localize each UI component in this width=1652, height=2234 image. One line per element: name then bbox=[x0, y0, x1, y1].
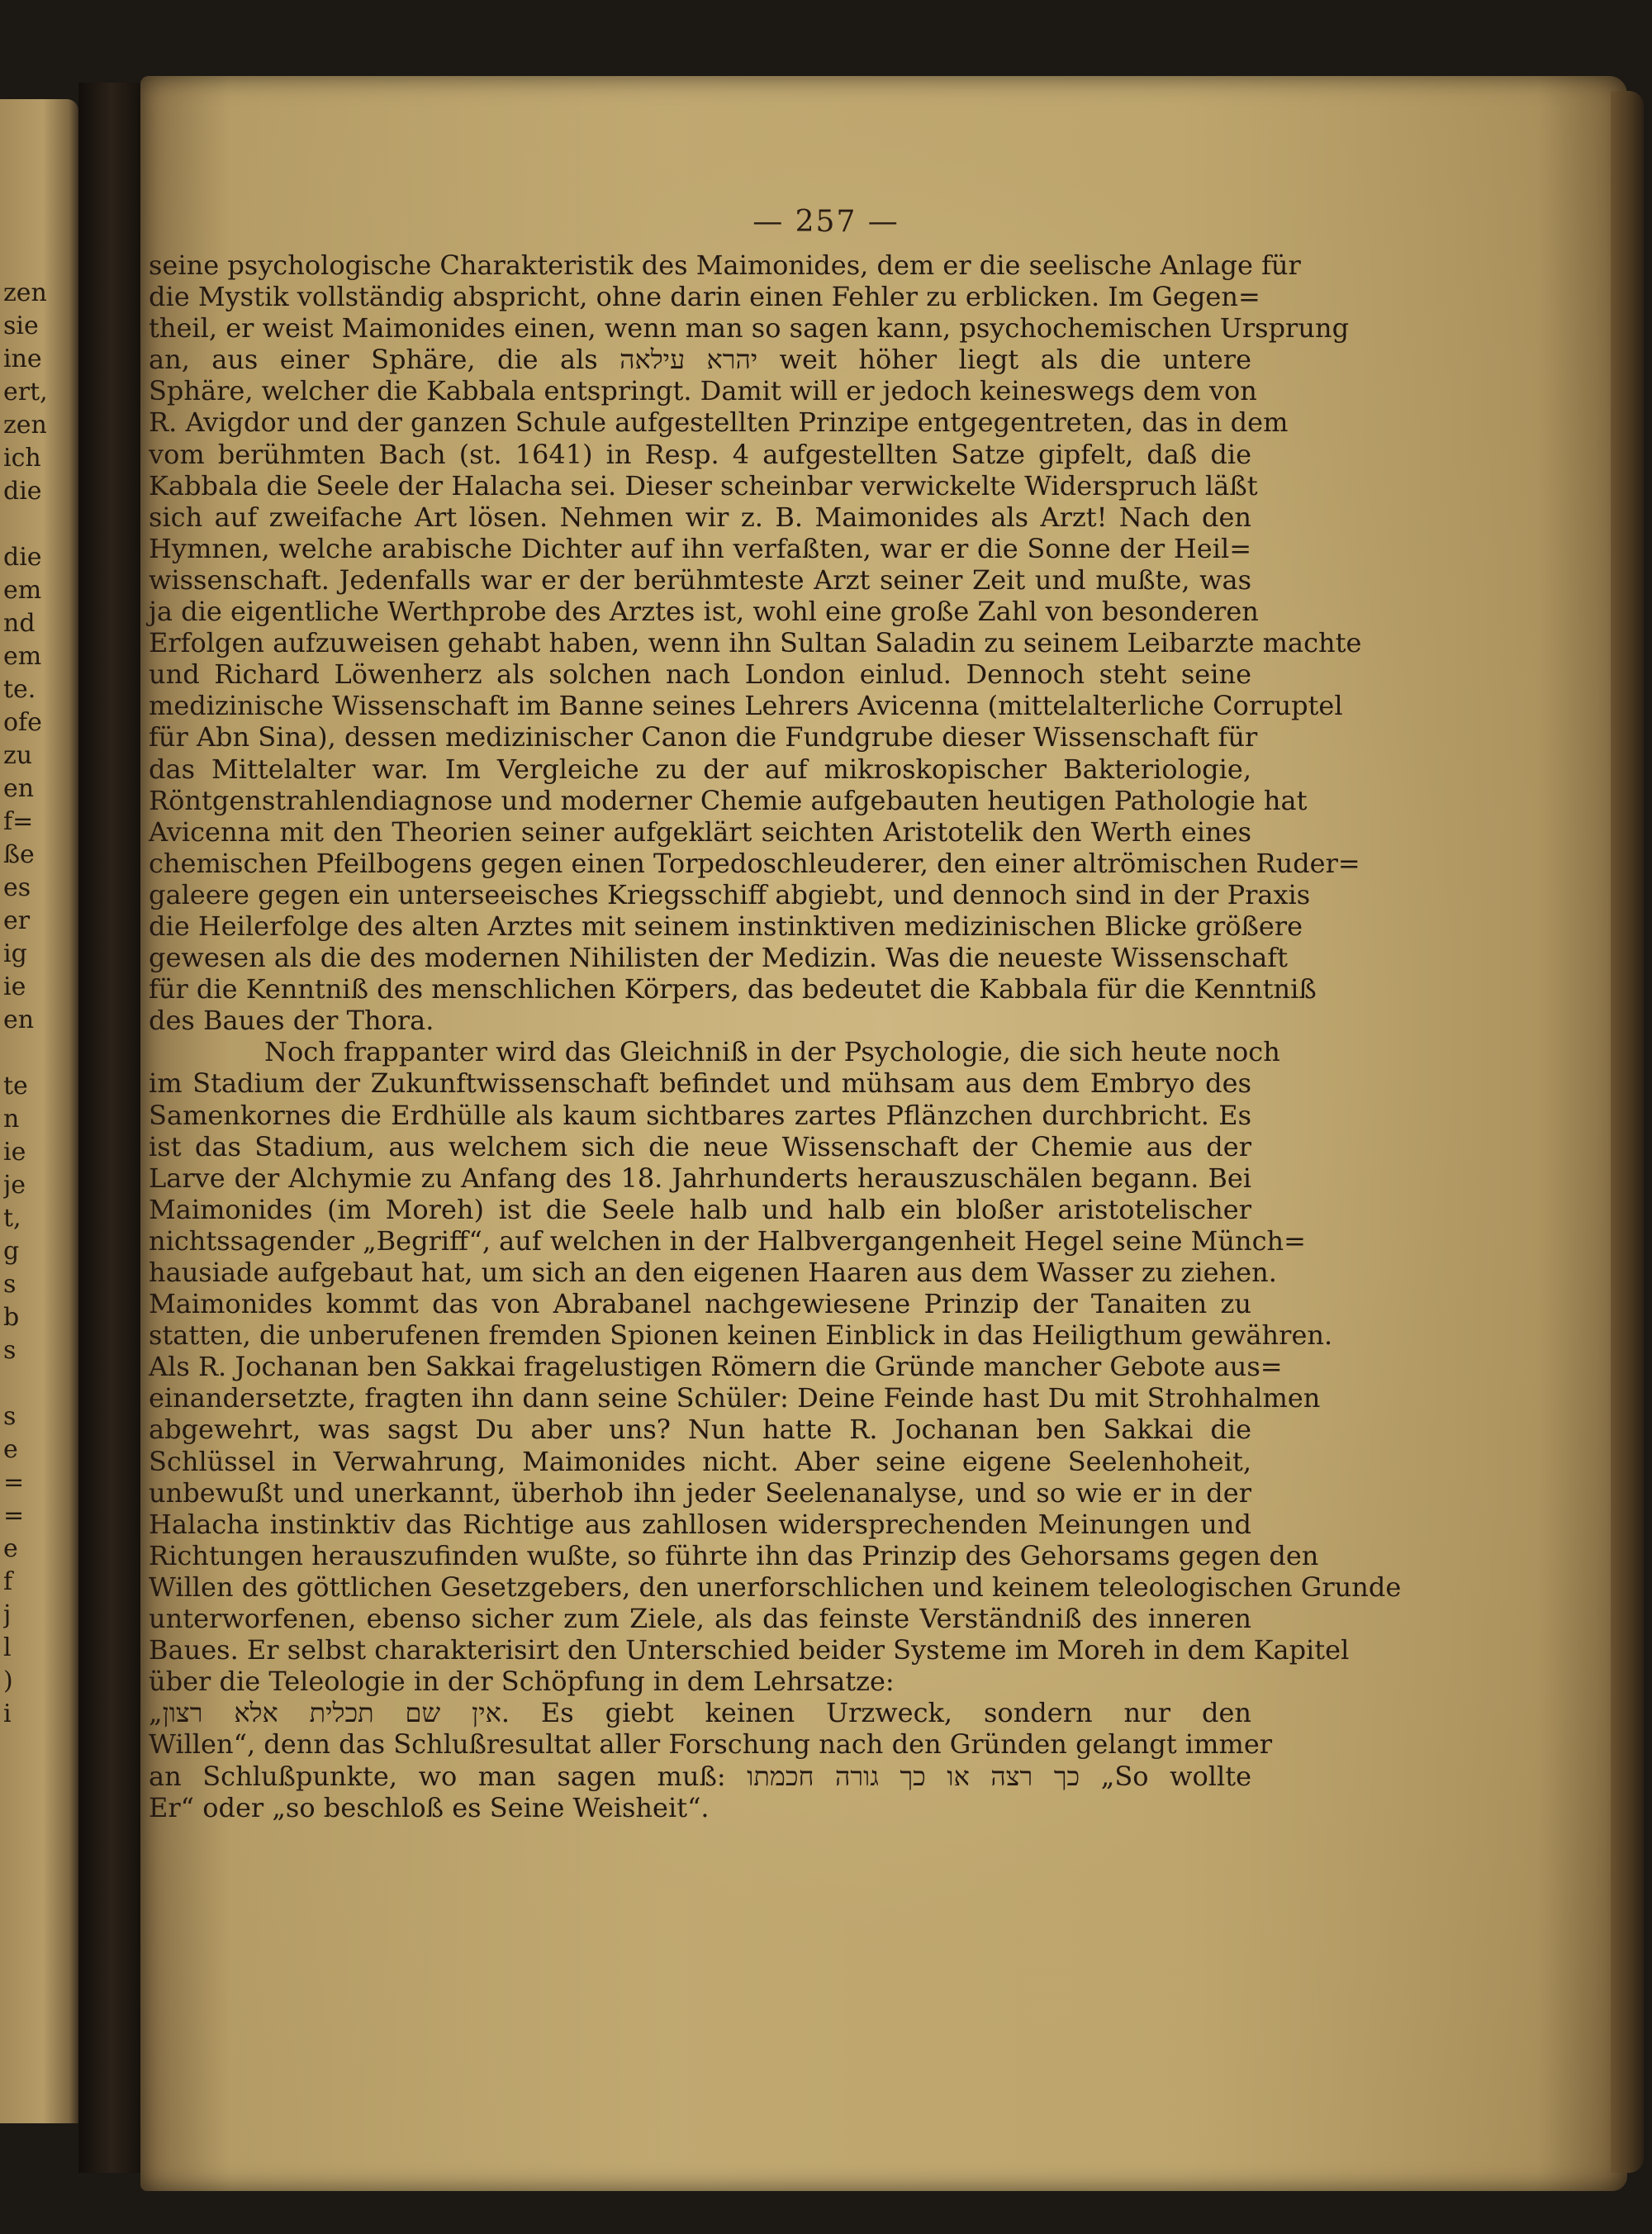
left-page-fragment bbox=[3, 1367, 69, 1400]
text-line: gewesen als die des modernen Nihilisten der Medizin. Was die neueste Wissenschaft bbox=[149, 942, 1288, 974]
text-line: unbewußt und unerkannt, überhob ihn jeder Seelenanalyse, und so wie er in der bbox=[149, 1476, 1251, 1509]
text-line: Willen des göttlichen Gesetzgebers, den unerforschlichen und keinem teleologischen Grunde bbox=[149, 1571, 1402, 1603]
left-page-fragment bbox=[3, 508, 69, 541]
page-number: — 257 — bbox=[752, 205, 900, 239]
text-line: Halacha instinktiv das Richtige aus zahllosen widersprechenden Meinungen und bbox=[149, 1508, 1251, 1540]
book-gutter bbox=[78, 83, 145, 2173]
text-line: medizinische Wissenschaft im Banne seines Lehrers Avicenna (mittelalterliche Corruptel bbox=[149, 690, 1343, 722]
text-line: vom berühmten Bach (st. 1641) in Resp. 4 aufgestellten Satze gipfelt, daß die bbox=[149, 438, 1251, 470]
left-page-fragment: te bbox=[3, 1072, 28, 1100]
body-text bbox=[149, 250, 1402, 1823]
text-line: nichtssagender „Begriff“, auf welchen in der Halbvergangenheit Hegel seine Münch= bbox=[149, 1224, 1306, 1257]
text-line: einandersetzte, fragten ihn dann seine Schüler: Deine Feinde hast Du mit Strohhalmen bbox=[149, 1382, 1321, 1414]
text-line: Sphäre, welcher die Kabbala entspringt. Damit will er jedoch keineswegs dem von bbox=[149, 375, 1257, 407]
left-page-fragment: j bbox=[3, 1600, 12, 1629]
text-line: theil, er weist Maimonides einen, wenn man so sagen kann, psychochemischen Ursprung bbox=[149, 312, 1350, 345]
left-page-fragment: i bbox=[3, 1699, 12, 1728]
text-line: ist das Stadium, aus welchem sich die neue Wissenschaft der Chemie aus der bbox=[149, 1130, 1251, 1162]
left-page-fragment: s bbox=[3, 1270, 17, 1299]
text-line: Als R. Jochanan ben Sakkai fragelustigen Römern die Gründe mancher Gebote aus= bbox=[149, 1351, 1283, 1383]
text-line: Avicenna mit den Theorien seiner aufgeklärt seichten Aristotelik den Werth eines bbox=[149, 815, 1251, 848]
left-page-fragment: e bbox=[3, 1534, 18, 1563]
text-line: an, aus einer Sphäre, die als יהרא עילאה weit höher liegt als die untere bbox=[149, 344, 1252, 376]
text-line: über die Teleologie in der Schöpfung in dem Lehrsatze: bbox=[149, 1666, 895, 1698]
left-page-fragment: nd bbox=[3, 609, 36, 638]
left-page-fragment: en bbox=[3, 774, 35, 803]
text-line: galeere gegen ein unterseeisches Kriegsschiff abgiebt, und dennoch sind in der Praxis bbox=[149, 878, 1311, 910]
left-page-fragment: er bbox=[3, 906, 31, 935]
left-page-fragment: g bbox=[3, 1237, 20, 1266]
text-line: seine psychologische Charakteristik des Maimonides, dem er die seelische Anlage für bbox=[149, 250, 1301, 281]
left-page-fragment: f bbox=[3, 1567, 13, 1596]
text-line: Er“ oder „so beschloß es Seine Weisheit“. bbox=[149, 1791, 710, 1823]
text-line: im Stadium der Zukunftwissenschaft befindet und mühsam aus dem Embryo des bbox=[149, 1067, 1251, 1100]
text-line: für Abn Sina), dessen medizinischer Canon die Fundgrube dieser Wissenschaft für bbox=[149, 721, 1258, 753]
text-line: die Heilerfolge des alten Arztes mit seinem instinktiven medizinischen Blicke größere bbox=[149, 910, 1303, 942]
left-page-fragment: te. bbox=[3, 675, 36, 704]
text-line: Richtungen herauszufinden wußte, so führte ihn das Prinzip des Gehorsams gegen den bbox=[149, 1539, 1319, 1571]
left-page-fragments bbox=[3, 277, 69, 1797]
text-line: für die Kenntniß des menschlichen Körpers, das bedeutet die Kabbala für die Kenntniß bbox=[149, 973, 1317, 1005]
left-page-fragment: = bbox=[3, 1501, 25, 1530]
text-line: Baues. Er selbst charakterisirt den Unterschied beider Systeme im Moreh in dem Kapitel bbox=[149, 1634, 1350, 1666]
text-line: Larve der Alchymie zu Anfang des 18. Jahrhunderts herauszuschälen begann. Bei bbox=[149, 1162, 1251, 1194]
left-page-fragment: f= bbox=[3, 807, 34, 836]
text-line: Willen“, denn das Schlußresultat aller Forschung nach den Gründen gelangt immer bbox=[149, 1728, 1273, 1761]
left-page-fragment: ert, bbox=[3, 378, 48, 406]
left-page-fragment: zen bbox=[3, 411, 47, 440]
page-edge bbox=[1611, 91, 1644, 2173]
left-page-fragment: je bbox=[3, 1171, 26, 1200]
text-line: des Baues der Thora. bbox=[149, 1005, 434, 1037]
text-line: das Mittelalter war. Im Vergleiche zu der auf mikroskopischer Bakteriologie, bbox=[149, 753, 1251, 785]
text-line: Noch frappanter wird das Gleichniß in der Psychologie, die sich heute noch bbox=[264, 1036, 1280, 1068]
left-page-fragment: die bbox=[3, 477, 42, 506]
left-page-fragment: ig bbox=[3, 939, 27, 968]
text-line: an Schlußpunkte, wo man sagen muß: כך רצה או כך גורה חכמתו „So wollte bbox=[149, 1760, 1252, 1792]
text-line: statten, die unberufenen fremden Spionen keinen Einblick in das Heiligthum gewähren. bbox=[149, 1319, 1333, 1352]
text-line: chemischen Pfeilbogens gegen einen Torpedoschleuderer, den einer altrömischen Ruder= bbox=[149, 847, 1360, 879]
text-line: Hymnen, welche arabische Dichter auf ihn verfaßten, war er die Sonne der Heil= bbox=[149, 532, 1251, 564]
text-line: unterworfenen, ebenso sicher zum Ziele, als das feinste Verständniß des inneren bbox=[149, 1603, 1251, 1635]
left-page-fragment: ine bbox=[3, 345, 42, 373]
text-line: R. Avigdor und der ganzen Schule aufgestellten Prinzipe entgegentreten, das in dem bbox=[149, 406, 1289, 439]
left-page-fragment: ofe bbox=[3, 708, 42, 737]
left-page-margin bbox=[0, 99, 78, 2123]
text-line: Maimonides kommt das von Abrabanel nachgewiesene Prinzip der Tanaiten zu bbox=[149, 1288, 1251, 1320]
left-page-fragment: ße bbox=[3, 840, 35, 869]
left-page-fragment: ich bbox=[3, 444, 41, 473]
left-page-fragment bbox=[3, 1037, 69, 1070]
left-page-fragment: zu bbox=[3, 741, 33, 770]
text-line: Erfolgen aufzuweisen gehabt haben, wenn ihn Sultan Saladin zu seinem Leibarzte machte bbox=[149, 627, 1362, 659]
left-page-fragment: s bbox=[3, 1336, 17, 1365]
left-page-fragment: n bbox=[3, 1105, 20, 1134]
left-page-fragment: en bbox=[3, 1005, 35, 1034]
text-line: Samenkornes die Erdhülle als kaum sichtbares zartes Pflänzchen durchbricht. Es bbox=[149, 1099, 1251, 1131]
text-line: Maimonides (im Moreh) ist die Seele halb und halb ein bloßer aristotelischer bbox=[149, 1193, 1251, 1225]
text-line: Kabbala die Seele der Halacha sei. Dieser scheinbar verwickelte Widerspruch läßt bbox=[149, 469, 1258, 501]
text-line: Schlüssel in Verwahrung, Maimonides nicht. Aber seine eigene Seelenhoheit, bbox=[149, 1445, 1251, 1477]
left-page-fragment: die bbox=[3, 543, 42, 572]
left-page-fragment: l bbox=[3, 1633, 12, 1662]
text-line: wissenschaft. Jedenfalls war er der berühmteste Arzt seiner Zeit und mußte, was bbox=[149, 563, 1251, 596]
left-page-fragment: em bbox=[3, 576, 42, 605]
text-line: hausiade aufgebaut hat, um sich an den eigenen Haaren aus dem Wasser zu ziehen. bbox=[149, 1257, 1277, 1288]
left-page-fragment bbox=[3, 1731, 69, 1764]
text-line: sich auf zweifache Art lösen. Nehmen wir z. B. Maimonides als Arzt! Nach den bbox=[149, 501, 1251, 533]
text-line: die Mystik vollständig abspricht, ohne darin einen Fehler zu erblicken. Im Gegen= bbox=[149, 281, 1260, 313]
text-line: Röntgenstrahlendiagnose und moderner Chemie aufgebauten heutigen Pathologie hat bbox=[149, 784, 1308, 816]
left-page-fragment: ) bbox=[3, 1666, 13, 1695]
text-line: und Richard Löwenherz als solchen nach London einlud. Dennoch steht seine bbox=[149, 658, 1251, 691]
left-page-fragment: = bbox=[3, 1468, 25, 1497]
text-line: abgewehrt, was sagst Du aber uns? Nun hatte R. Jochanan ben Sakkai die bbox=[149, 1414, 1251, 1446]
left-page-fragment: sie bbox=[3, 311, 39, 340]
left-page-fragment: ie bbox=[3, 972, 26, 1001]
text-line: ja die eigentliche Werthprobe des Arztes ist, wohl eine große Zahl von besonderen bbox=[149, 596, 1259, 628]
text-line: „אין שם תכלית אלא רצון. Es giebt keinen Urzweck, sondern nur den bbox=[149, 1697, 1252, 1729]
left-page-fragment: es bbox=[3, 873, 31, 902]
left-page-fragment bbox=[3, 1764, 69, 1797]
left-page-fragment: s bbox=[3, 1402, 17, 1431]
left-page-fragment: zen bbox=[3, 278, 47, 307]
left-page-fragment: ie bbox=[3, 1138, 26, 1167]
left-page-fragment: em bbox=[3, 642, 42, 671]
left-page-fragment: b bbox=[3, 1303, 20, 1332]
left-page-fragment: t, bbox=[3, 1204, 21, 1233]
left-page-fragment: e bbox=[3, 1435, 18, 1464]
